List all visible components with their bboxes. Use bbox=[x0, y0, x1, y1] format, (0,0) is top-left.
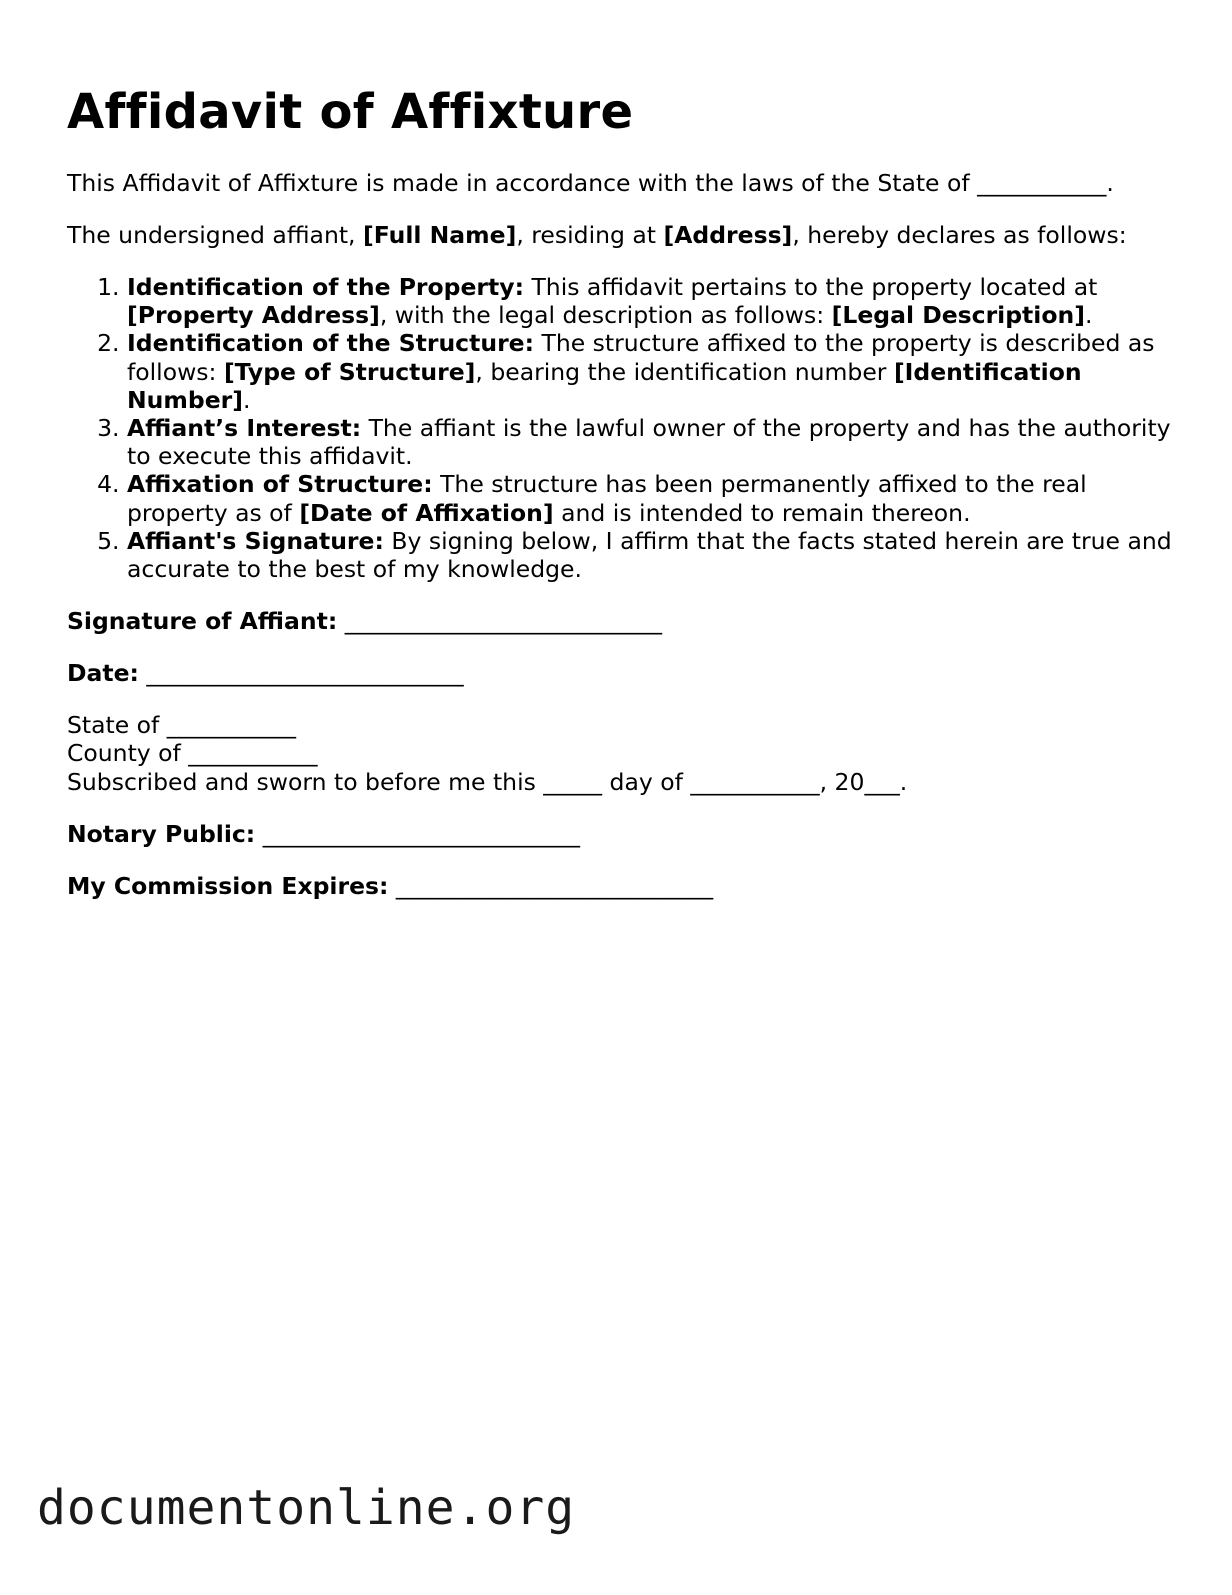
declaration-suffix: , hereby declares as follows: bbox=[792, 221, 1127, 249]
item-text: . bbox=[242, 385, 251, 414]
notary-label: Notary Public: bbox=[67, 819, 256, 848]
county-line[interactable]: County of ___________ bbox=[67, 739, 318, 768]
item-text: The affiant is the lawful owner of the property and has the authority to execute this affidavit. bbox=[127, 414, 1171, 471]
item-text: , with the legal description as follows: bbox=[379, 301, 832, 330]
intro-paragraph: This Affidavit of Affixture is made in accordance with the laws of the State of ___________. bbox=[67, 169, 1114, 197]
sworn-line[interactable]: Subscribed and sworn to before me this _____ day of ___________, 20___. bbox=[67, 767, 908, 796]
jurisdiction-block bbox=[67, 711, 1177, 796]
item-heading: Identification of the Structure: bbox=[127, 329, 535, 358]
date-field[interactable] bbox=[67, 659, 1177, 687]
property-address-placeholder: [Property Address] bbox=[127, 301, 380, 330]
list-item-affixation bbox=[127, 470, 1177, 526]
full-name-placeholder: [Full Name] bbox=[363, 221, 517, 249]
signature-field[interactable] bbox=[67, 607, 1177, 635]
document-page bbox=[67, 82, 1177, 924]
legal-description-placeholder: [Legal Description] bbox=[831, 301, 1085, 330]
item-heading: Identification of the Property: bbox=[127, 273, 524, 301]
item-heading: Affiant’s Interest: bbox=[127, 414, 362, 443]
identification-number-placeholder: [Identification Number] bbox=[127, 357, 1082, 414]
commission-line[interactable]: ___________________________ bbox=[388, 871, 714, 900]
item-text: The structure has been permanently affixed to the real property as of bbox=[127, 470, 1087, 527]
signature-label: Signature of Affiant: bbox=[67, 607, 338, 636]
item-text: and is intended to remain thereon. bbox=[553, 498, 971, 527]
list-item-signature bbox=[127, 527, 1177, 583]
item-text: , bearing the identification number bbox=[475, 357, 894, 386]
declaration-paragraph bbox=[67, 221, 1177, 249]
item-text: The structure affixed to the property is described as follows: bbox=[127, 329, 1155, 386]
date-label: Date: bbox=[67, 659, 139, 688]
list-item-structure bbox=[127, 329, 1177, 414]
commission-label: My Commission Expires: bbox=[67, 871, 389, 900]
notary-field[interactable] bbox=[67, 820, 1177, 848]
declaration-middle: , residing at bbox=[516, 221, 664, 249]
item-text: . bbox=[1084, 301, 1093, 330]
declaration-prefix: The undersigned affiant, bbox=[67, 221, 363, 249]
watermark: documentonline.org bbox=[37, 1480, 576, 1536]
date-line[interactable]: ___________________________ bbox=[138, 659, 464, 688]
notary-line[interactable]: ___________________________ bbox=[255, 819, 580, 848]
list-item-property bbox=[127, 273, 1177, 329]
item-heading: Affiant's Signature: bbox=[127, 526, 384, 555]
declaration-list bbox=[67, 273, 1177, 583]
list-item-interest bbox=[127, 414, 1177, 470]
state-line[interactable]: State of ___________ bbox=[67, 711, 297, 740]
item-heading: Affixation of Structure: bbox=[127, 470, 433, 499]
structure-type-placeholder: [Type of Structure] bbox=[223, 357, 476, 386]
document-title: Affidavit of Affixture bbox=[67, 84, 634, 140]
signature-line[interactable]: ___________________________ bbox=[337, 607, 662, 636]
item-text: By signing below, I affirm that the facts stated herein are true and accurate to the best of my knowledge. bbox=[127, 526, 1172, 584]
commission-field[interactable] bbox=[67, 872, 1177, 900]
date-of-affixation-placeholder: [Date of Affixation] bbox=[299, 498, 554, 527]
address-placeholder: [Address] bbox=[663, 221, 793, 249]
item-text: This affidavit pertains to the property located at bbox=[523, 273, 1098, 301]
